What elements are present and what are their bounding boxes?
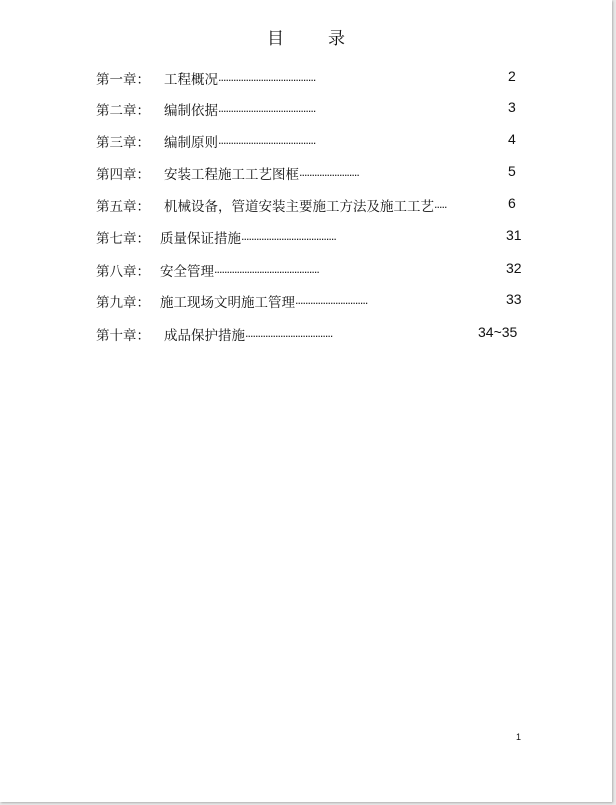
toc-chapter: 第一章： (96, 72, 150, 88)
toc-chapter: 第四章： (96, 167, 150, 183)
toc-title: 安装工程施工工艺图框························ (164, 167, 359, 183)
page-number: 1 (516, 732, 522, 742)
toc-page: 32 (506, 260, 522, 276)
toc-title: 编制原则······································· (164, 135, 316, 151)
toc-title: 成品保护措施··································· (164, 328, 333, 344)
toc-title: 编制依据······································· (164, 103, 316, 119)
toc-page: 34~35 (478, 324, 518, 340)
toc-page: 6 (508, 195, 516, 211)
toc-leader-dots: ·········································· (214, 266, 319, 279)
toc-entry-5[interactable] (96, 195, 536, 215)
toc-heading (0, 24, 612, 49)
toc-page: 5 (508, 163, 516, 179)
toc-entry-9[interactable] (96, 324, 536, 344)
toc-chapter: 第三章： (96, 135, 150, 151)
toc-title: 质量保证措施······································ (160, 231, 336, 247)
toc-chapter: 第九章： (96, 295, 150, 311)
toc-leader-dots: ······································· (218, 137, 316, 150)
toc-entry-1[interactable] (96, 68, 536, 88)
toc-title: 机械设备，管道安装主要施工方法及施工工艺····· (164, 199, 447, 215)
toc-leader-dots: ····· (434, 201, 447, 214)
toc-leader-dots: ························ (299, 169, 359, 182)
toc-leader-dots: ····························· (295, 297, 368, 310)
toc-leader-dots: ······································ (241, 233, 336, 246)
toc-title: 施工现场文明施工管理····························· (160, 295, 368, 311)
toc-entry-3[interactable] (96, 131, 536, 151)
toc-chapter: 第十章： (96, 328, 150, 344)
toc-title: 安全管理·········································· (160, 264, 319, 280)
toc-chapter: 第二章： (96, 103, 150, 119)
toc-entry-4[interactable] (96, 163, 536, 183)
toc-leader-dots: ······································· (218, 74, 316, 87)
toc-entry-2[interactable] (96, 99, 536, 119)
toc-chapter: 第五章： (96, 199, 150, 215)
toc-page: 3 (508, 99, 516, 115)
toc-entry-6[interactable] (96, 227, 536, 247)
toc-leader-dots: ······································· (218, 105, 316, 118)
toc-title: 工程概况······································· (164, 72, 316, 88)
toc-chapter: 第八章： (96, 264, 150, 280)
toc-page: 2 (508, 68, 516, 84)
toc-entry-7[interactable] (96, 260, 536, 280)
toc-chapter: 第七章： (96, 231, 150, 247)
toc-page: 4 (508, 131, 516, 147)
toc-page: 31 (506, 227, 522, 243)
toc-page: 33 (506, 291, 522, 307)
toc-entry-8[interactable] (96, 291, 536, 311)
toc-heading-left: 目 (267, 29, 284, 49)
toc-heading-right: 录 (328, 29, 345, 49)
toc-leader-dots: ··································· (245, 330, 333, 343)
